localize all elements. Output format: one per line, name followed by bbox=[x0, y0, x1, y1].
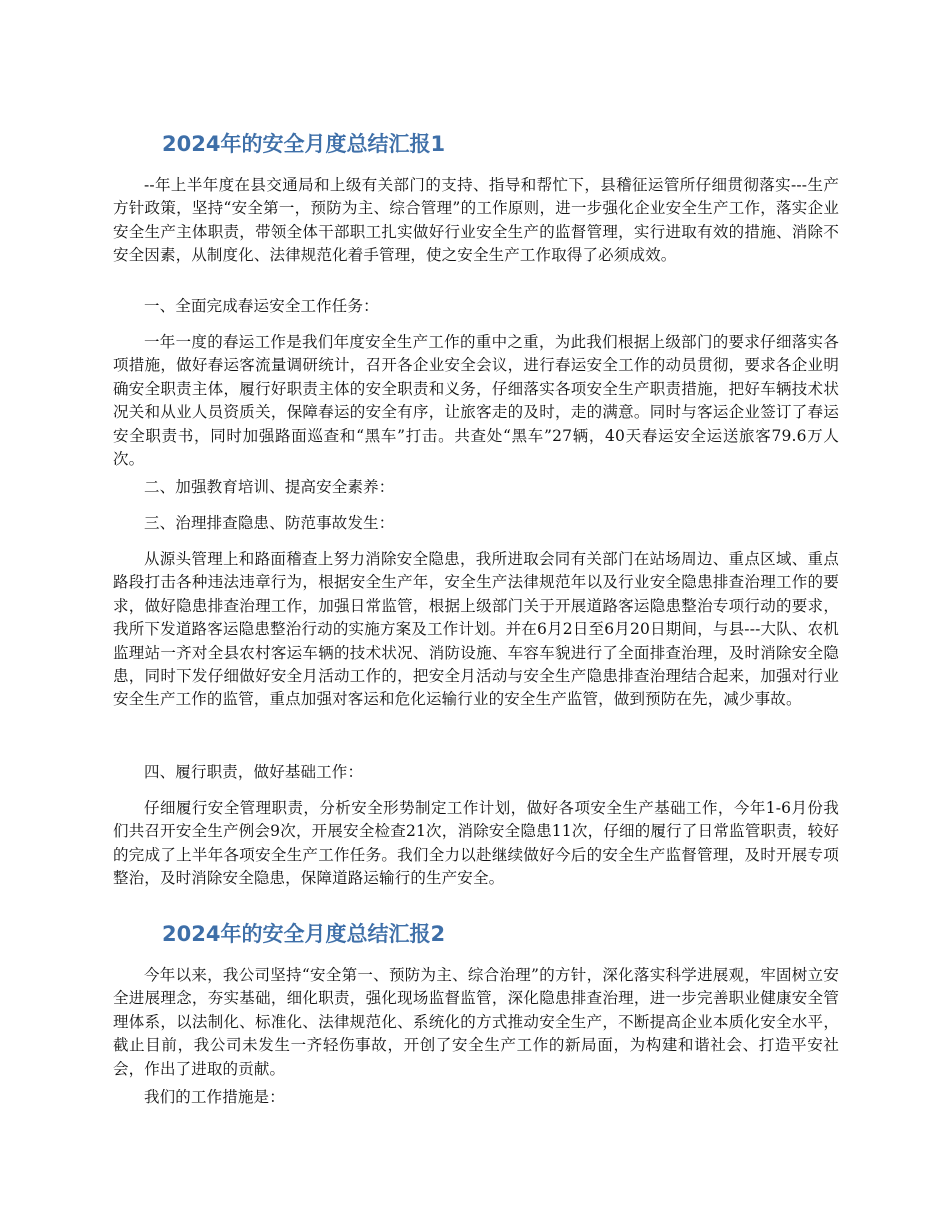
section-1-paragraph-hazards: 从源头管理上和路面稽查上努力消除安全隐患，我所进取会同有关部门在站场周边、重点区域、重点路段打击各种违法违章行为，根据安全生产年，安全生产法律规范年以及行业安全隐患排查治理工作的要求，做好隐患排查治理工作，加强日常监管，根据上级部门关于开展道路客运隐患整治专项行动的要求，我所下发道路客运隐患整治行动的实施方案及工作计划。并在6月2日至6月20日期间，与县---大队、农机监理站一齐对全县农村客运车辆的技术状况、消防设施、车容车貌进行了全面排查治理，及时消除安全隐患，同时下发仔细做好安全月活动工作的，把安全月活动与安全生产隐患排查治理结合起来，加强对行业安全生产工作的监管，重点加强对客运和危化运输行业的安全生产监管，做到预防在先，减少事故。 bbox=[113, 550, 839, 709]
section-1-paragraph-spring-transport: 一年一度的春运工作是我们年度安全生产工作的重中之重，为此我们根据上级部门的要求仔细落实各项措施，做好春运客流量调研统计，召开各企业安全会议，进行春运安全工作的动员贯彻，要求各企业明确安全职责主体，履行好职责主体的安全职责和义务，仔细落实各项安全生产职责措施，把好车辆技术状况关和从业人员资质关，保障春运的安全有序，让旅客走的及时，走的满意。同时与客运企业签订了春运安全职责书，同时加强路面巡查和“黑车”打击。共查处“黑车”27辆，40天春运安全运送旅客79.6万人次。 bbox=[113, 333, 839, 469]
section-1-paragraph-duties: 仔细履行安全管理职责，分析安全形势制定工作计划，做好各项安全生产基础工作，今年1-6月份我们共召开安全生产例会9次，开展安全检查21次，消除安全隐患11次，仔细的履行了日常监管职责，较好的完成了上半年各项安全生产工作任务。我们全力以赴继续做好今后的安全生产监督管理，及时开展专项整治，及时消除安全隐患，保障道路运输行的生产安全。 bbox=[113, 799, 839, 888]
section-2-title: 2024年的安全月度总结汇报2 bbox=[162, 922, 446, 946]
section-1-paragraph-intro: --年上半年度在县交通局和上级有关部门的支持、指导和帮忙下，县稽征运管所仔细贯彻落实---生产方针政策，坚持“安全第一，预防为主、综合管理”的工作原则，进一步强化企业安全生产工作，落实企业安全生产主体职责，带领全体干部职工扎实做好行业安全生产的监督管理，实行进取有效的措施、消除不安全因素，从制度化、法律规范化着手管理，使之安全生产工作取得了必须成效。 bbox=[113, 176, 839, 265]
section-1-heading-spring-transport: 一、全面完成春运安全工作任务： bbox=[144, 297, 379, 315]
section-1-heading-hazards: 三、治理排查隐患、防范事故发生： bbox=[144, 514, 395, 532]
section-1-heading-education: 二、加强教育培训、提高安全素养： bbox=[144, 478, 395, 496]
section-2-paragraph-measures: 我们的工作措施是： bbox=[144, 1088, 285, 1106]
section-1-heading-duties: 四、履行职责，做好基础工作： bbox=[144, 763, 364, 781]
section-2-paragraph-intro: 今年以来，我公司坚持“安全第一、预防为主、综合治理”的方针，深化落实科学进展观，牢固树立安全进展理念，夯实基础，细化职责，强化现场监督监管，深化隐患排查治理，进一步完善职业健康安全管理体系，以法制化、标准化、法律规范化、系统化的方式推动安全生产，不断提高企业本质化安全水平，截止目前，我公司未发生一齐轻伤事故，开创了安全生产工作的新局面，为构建和谐社会、打造平安社会，作出了进取的贡献。 bbox=[113, 966, 839, 1078]
section-1-title: 2024年的安全月度总结汇报1 bbox=[162, 132, 446, 156]
